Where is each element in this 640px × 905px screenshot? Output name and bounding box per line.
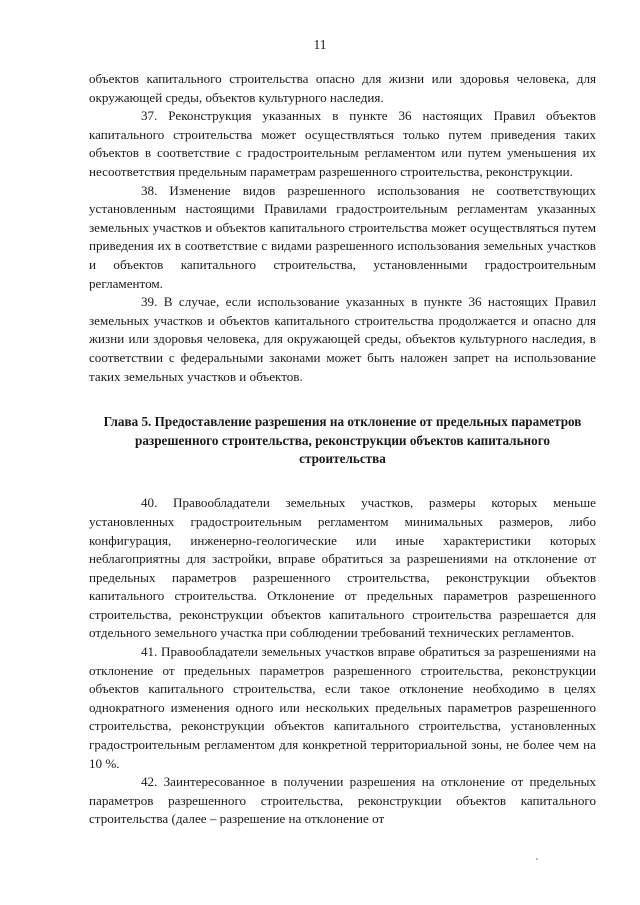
paragraph: 42. Заинтересованное в получении разрешения на отклонение от предельных параметров разрешенного строительства, реконструкции объектов капитального строительства (далее – разрешение на отклонение от [89, 774, 596, 827]
chapter-title: Глава 5. Предоставление разрешения на отклонение от предельных параметров разрешенного строительства, реконструкции объектов капитального строительства [103, 414, 582, 466]
scan-speck [536, 858, 538, 860]
paragraphs-after [89, 494, 596, 829]
paragraph: 40. Правообладатели земельных участков, размеры которых меньше установленных градостроительным регламентом минимальных размеров, либо конфигурация, инженерно-геологические или иные характеристики которых неблагоприятны для застройки, вправе обратиться за разрешениями на отклонение от предельных параметров разрешенного строительства, реконструкции объектов капитального строительства. Отклонение от предельных параметров разрешенного строительства, реконструкции объектов капитального строительства разрешается для отдельного земельного участка при соблюдении требований технических регламентов. [89, 495, 596, 641]
paragraph: 39. В случае, если использование указанных в пункте 36 настоящих Правил земельных участков и объектов капитального строительства продолжается и опасно для жизни или здоровья человека, для окружающей среды, объектов культурного наследия, в соответствии с федеральными законами может быть наложен запрет на использование таких земельных участков и объектов. [89, 294, 596, 384]
paragraph: 37. Реконструкция указанных в пункте 36 настоящих Правил объектов капитального строительства может осуществляться только путем приведения таких объектов в соответствие с градостроительным регламентом или путем уменьшения их несоответствия предельным параметрам разрешенного строительства, реконструкции. [89, 108, 596, 179]
page-number: 11 [313, 37, 327, 52]
paragraph: 38. Изменение видов разрешенного использования не соответствующих установленным настоящими Правилами градостроительным регламентам указанных земельных участков и объектов капитального строительства может осуществляться путем приведения их в соответствие с видами разрешенного использования земельных участков и объектов капитального строительства, установленными градостроительным регламентом. [89, 182, 596, 291]
paragraphs-before [89, 70, 596, 386]
paragraph: объектов капитального строительства опасно для жизни или здоровья человека, для окружающей среды, объектов культурного наследия. [89, 71, 596, 105]
document-body [89, 70, 596, 829]
paragraph: 41. Правообладатели земельных участков вправе обратиться за разрешениями на отклонение от предельных параметров разрешенного строительства, реконструкции объектов капитального строительства, если такое отклонение необходимо в целях однократного изменения одного или нескольких предельных параметров разрешенного строительства, реконструкции объектов капитального строительства, установленных градостроительным регламентом для конкретной территориальной зоны, не более чем на 10 %. [89, 644, 596, 771]
